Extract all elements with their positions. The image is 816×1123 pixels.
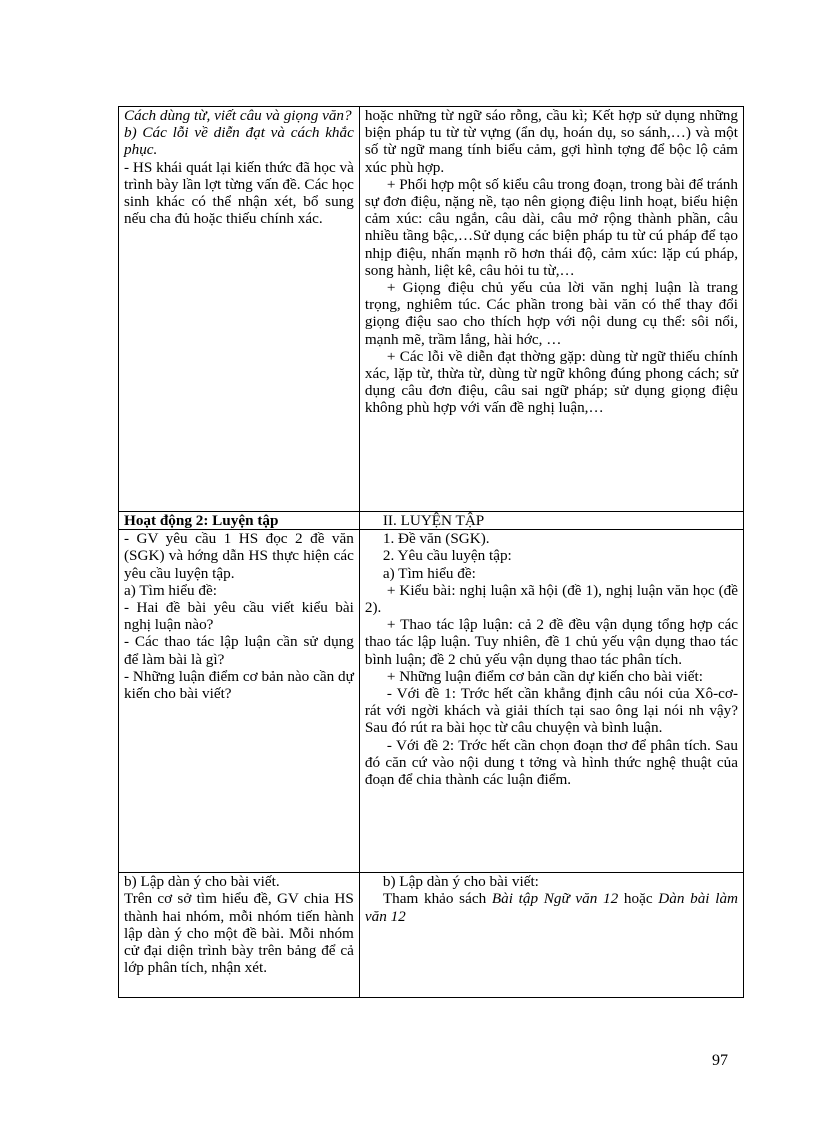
row4-right-cell bbox=[359, 873, 743, 998]
right-paragraph: - Với đề 2: Trớc hết cần chọn đoạn thơ để phân tích. Sau đó căn cứ vào nội dung t tởng và hình thức nghệ thuật của đoạn để chia thành các luận điểm. bbox=[364, 736, 738, 789]
left-paragraph: Trên cơ sở tìm hiểu đề, GV chia HS thành hai nhóm, mỗi nhóm tiến hành lập dàn ý cho một đề bài. Mỗi nhóm cử đại diện trình bày trên bảng để cả lớp phân tích, nhận xét. bbox=[124, 890, 354, 977]
table-row bbox=[119, 873, 744, 998]
right-paragraph: - Với đề 1: Trớc hết cần khẳng định câu nói của Xô-cơ-rát với ngời khách và giải thích tại sao ông lại nói nh vậy? Sau đó rút ra bài học từ câu chuyện và bình luận. bbox=[364, 685, 738, 737]
reference-connector: hoặc bbox=[618, 890, 659, 908]
left-subheading: b) Các lỗi về diễn đạt và cách khắc phục. bbox=[124, 124, 354, 159]
right-paragraph: hoặc những từ ngữ sáo rỗng, cầu kì; Kết hợp sử dụng những biện pháp tu từ từ vựng (ẩn dụ, hoán dụ, so sánh,…) và một số từ ngữ mang tính biểu cảm, gợi hình tợng để bộc lộ cảm xúc phù hợp. bbox=[364, 107, 738, 176]
activity-heading-cell bbox=[119, 512, 360, 530]
page-number: 97 bbox=[712, 1052, 728, 1069]
lesson-table bbox=[118, 106, 744, 998]
right-heading: b) Lập dàn ý cho bài viết: bbox=[382, 873, 539, 891]
left-question-text: Cách dùng từ, viết câu và giọng văn? bbox=[124, 107, 352, 124]
row1-right-cell bbox=[359, 107, 743, 512]
left-paragraph: a) Tìm hiểu đề: bbox=[124, 581, 217, 599]
right-paragraph: + Kiểu bài: nghị luận xã hội (đề 1), nghị luận văn học (đề 2). bbox=[364, 581, 738, 617]
left-paragraph: - GV yêu cầu 1 HS đọc 2 đề văn (SGK) và hớng dẫn HS thực hiện các yêu cầu luyện tập. bbox=[124, 530, 354, 582]
right-paragraph: + Thao tác lập luận: cả 2 đề đều vận dụng tổng hợp các thao tác lập luận. Tuy nhiên, đề 1 chủ yếu vận dụng thao tác bình luận; đề 2 chủ yếu vận dụng thao tác phân tích. bbox=[364, 616, 738, 668]
section-heading-cell bbox=[359, 512, 743, 530]
reference-prefix: Tham khảo sách bbox=[382, 890, 492, 908]
right-paragraph: + Những luận điểm cơ bản cần dự kiến cho bài viết: bbox=[386, 667, 703, 685]
section-heading: II. LUYỆN TẬP bbox=[382, 512, 485, 529]
left-paragraph: - Hai đề bài yêu cầu viết kiểu bài nghị luận nào? bbox=[124, 599, 354, 634]
activity-heading: Hoạt động 2: Luyện tập bbox=[124, 512, 279, 529]
book-title: Bài tập Ngữ văn 12 bbox=[491, 890, 619, 908]
left-paragraph: - Các thao tác lập luận cần sử dụng để làm bài là gì? bbox=[124, 633, 354, 668]
right-paragraph: + Các lỗi về diễn đạt thờng gặp: dùng từ ngữ thiếu chính xác, lặp từ, thừa từ, dùng từ ngữ không đúng phong cách; sử dụng câu đơn điệu, câu sai ngữ pháp; sử dụng giọng điệu không phù hợp với vấn đề nghị luận,… bbox=[364, 347, 738, 417]
reference-text bbox=[365, 890, 738, 924]
row3-right-cell bbox=[359, 530, 743, 873]
table-row bbox=[119, 512, 744, 530]
right-paragraph: 1. Đề văn (SGK). bbox=[382, 530, 490, 548]
right-paragraph: + Giọng điệu chủ yếu của lời văn nghị luận là trang trọng, nghiêm túc. Các phần trong bài văn có thể thay đổi giọng điệu sao cho thích hợp với nội dung cụ thể: sôi nổi, mạnh mẽ, trầm lắng, hài hớc, … bbox=[364, 279, 738, 348]
right-paragraph: 2. Yêu cầu luyện tập: bbox=[382, 547, 512, 565]
row4-left-cell bbox=[119, 873, 360, 998]
right-paragraph: + Phối hợp một số kiểu câu trong đoạn, trong bài để tránh sự đơn điệu, nặng nề, tạo nên giọng điệu linh hoạt, biểu hiện cảm xúc: câu ngắn, câu dài, câu mở rộng thành phần, câu nhiều tầng bậc,…Sử dụng các biện pháp tu từ cú pháp để tạo nhịp điệu, nhấn mạnh rõ hơn thái độ, cảm xúc: lặp cú pháp, song hành, liệt kê, câu hỏi tu từ,… bbox=[364, 175, 738, 279]
right-paragraph: a) Tìm hiểu đề: bbox=[382, 564, 476, 582]
row3-left-cell bbox=[119, 530, 360, 873]
book-title: Dàn bài làm văn 12 bbox=[364, 890, 738, 925]
left-paragraph: b) Lập dàn ý cho bài viết. bbox=[124, 873, 280, 891]
left-paragraph: - Những luận điểm cơ bản nào cần dự kiến cho bài viết? bbox=[124, 667, 354, 703]
table-row bbox=[119, 107, 744, 512]
left-instruction: - HS khái quát lại kiến thức đã học và trình bày lần lợt từng vấn đề. Các học sinh khác có thể nhận xét, bổ sung nếu cha đủ hoặc thiếu chính xác. bbox=[124, 158, 354, 228]
row1-left-cell bbox=[119, 107, 360, 512]
table-row bbox=[119, 530, 744, 873]
